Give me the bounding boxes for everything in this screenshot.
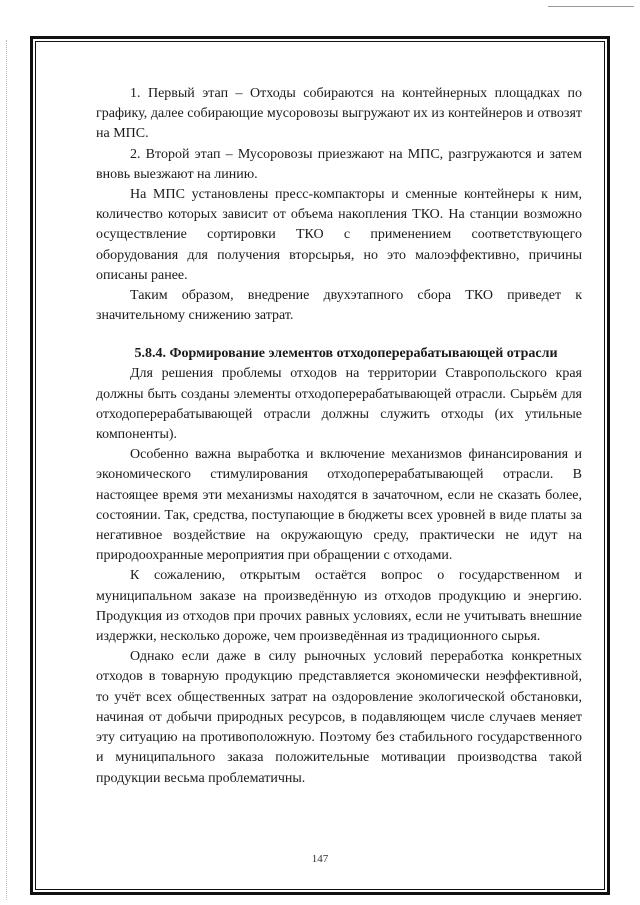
page-number: 147 <box>311 853 329 865</box>
page-body <box>96 84 582 789</box>
paragraph-conclusion: Таким образом, внедрение двухэтапного сбора ТКО приведет к значительному снижению затрат. <box>96 288 582 324</box>
paragraph-industry-elements: Для решения проблемы отходов на территории Ставропольского края должны быть созданы элементы отходоперерабатывающей отрасли. Сырьём для отходоперерабатывающей отрасли должны служить отходы (их утильные компоненты). <box>96 366 582 443</box>
paragraph-stage-two: 2. Второй этап – Мусоровозы приезжают на МПС, разгружаются и затем вновь выезжают на линию. <box>96 146 582 182</box>
paragraph-state-order: К сожалению, открытым остаётся вопрос о государственном и муниципальном заказе на произведённую из отходов продукцию и энергию. Продукция из отходов при прочих равных условиях, если не учитывать внешние издержки, несколько дороже, чем произведённая из традиционного сырья. <box>96 568 582 645</box>
section-heading: 5.8.4. Формирование элементов отходоперерабатывающей отрасли <box>134 346 558 362</box>
paragraph-stage-one: 1. Первый этап – Отходы собираются на контейнерных площадках по графику, далее собирающие мусоровозы выгружают их из контейнеров и отвозят на МПС. <box>96 86 582 142</box>
paragraph-financing: Особенно важна выработка и включение механизмов финансирования и экономического стимулирования отходоперерабатывающей отрасли. В настоящее время эти механизмы находятся в зачаточном, если не сказать более, состоянии. Так, средства, поступающие в бюджеты всех уровней в виде платы за негативное воздействие на окружающую среду, практически не идут на природоохранные мероприятия при обращении с отходами. <box>96 447 582 564</box>
scan-binding-dots <box>6 40 7 900</box>
scan-top-rule <box>548 6 634 7</box>
paragraph-public-costs: Однако если даже в силу рыночных условий переработка конкретных отходов в товарную продукцию представляется экономически неэффективной, то учёт всех общественных затрат на оздоровление экологической обстановки, начиная от добычи природных ресурсов, в подавляющем числе случаев меняет эту ситуацию на противоположную. Поэтому без стабильного государственного и муниципального заказа положительные мотивации производства такой продукции весьма проблематичны. <box>96 649 582 786</box>
paragraph-mps-equipment: На МПС установлены пресс-компакторы и сменные контейнеры к ним, количество которых зависит от объема накопления ТКО. На станции возможно осуществление сортировки ТКО с применением соответствующего оборудования для получения вторсырья, но это малоэффективно, причины описаны ранее. <box>96 187 582 283</box>
